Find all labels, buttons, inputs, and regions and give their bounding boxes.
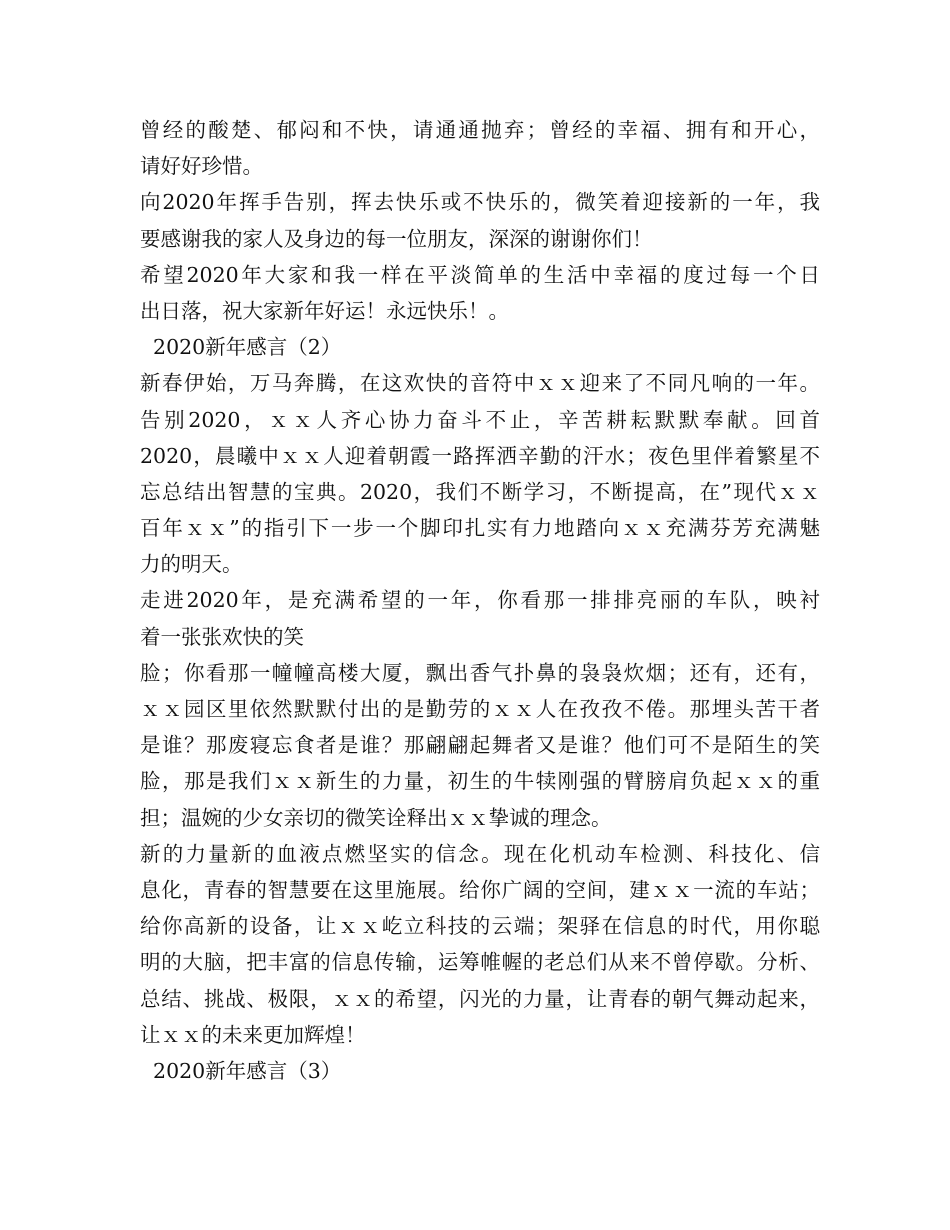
text-line: 让ｘｘ的未来更加辉煌！ bbox=[140, 1022, 366, 1047]
text-line: 2020，晨曦中ｘｘ人迎着朝霞一路挥洒辛勤的汗水；夜色里伴着繁星不 bbox=[140, 443, 820, 468]
text-line: ｘｘ园区里依然默默付出的是勤劳的ｘｘ人在孜孜不倦。那埋头苦干者 bbox=[140, 697, 820, 721]
document-body bbox=[140, 112, 820, 1089]
text-line: 脸；你看那一幢幢高楼大厦，飘出香气扑鼻的袅袅炊烟；还有，还有， bbox=[140, 660, 820, 685]
text-line: 着一张张欢快的笑 bbox=[140, 624, 304, 649]
text-line: 是谁？那废寝忘食者是谁？那翩翩起舞者又是谁？他们可不是陌生的笑 bbox=[140, 733, 820, 758]
text-line: 2020新年感言（3） bbox=[140, 1058, 342, 1083]
text-line: 新春伊始，万马奔腾，在这欢快的音符中ｘｘ迎来了不同凡响的一年。 bbox=[140, 371, 820, 396]
text-line: 向2020年挥手告别，挥去快乐或不快乐的，微笑着迎接新的一年，我 bbox=[140, 190, 820, 215]
text-line: 新的力量新的血液点燃坚实的信念。现在化机动车检测、科技化、信 bbox=[140, 841, 820, 866]
text-line: 告别2020，ｘｘ人齐心协力奋斗不止，辛苦耕耘默默奉献。回首 bbox=[140, 407, 820, 432]
text-line: 担；温婉的少女亲切的微笑诠释出ｘｘ挚诚的理念。 bbox=[140, 805, 612, 830]
text-line: 要感谢我的家人及身边的每一位朋友，深深的谢谢你们！ bbox=[140, 226, 653, 251]
text-line: 出日落，祝大家新年好运！永远快乐！。 bbox=[140, 298, 509, 323]
text-line: 力的明天。 bbox=[140, 552, 243, 577]
text-line: 希望2020年大家和我一样在平淡简单的生活中幸福的度过每一个日 bbox=[140, 262, 820, 287]
text-line: 2020新年感言（2） bbox=[140, 335, 342, 360]
text-line: 总结、挑战、极限，ｘｘ的希望，闪光的力量，让青春的朝气舞动起来， bbox=[140, 986, 820, 1011]
text-line: 明的大脑，把丰富的信息传输，运筹帷幄的老总们从来不曾停歇。分析、 bbox=[140, 950, 820, 975]
text-line: 百年ｘｘ”的指引下一步一个脚印扎实有力地踏向ｘｘ充满芬芳充满魅 bbox=[140, 516, 820, 541]
text-line: 请好好珍惜。 bbox=[140, 154, 263, 179]
text-line: 脸，那是我们ｘｘ新生的力量，初生的牛犊刚强的臂膀肩负起ｘｘ的重 bbox=[140, 769, 820, 794]
text-line: 息化，青春的智慧要在这里施展。给你广阔的空间，建ｘｘ一流的车站； bbox=[140, 877, 820, 902]
text-line: 忘总结出智慧的宝典。2020，我们不断学习，不断提高，在”现代ｘｘ bbox=[140, 479, 820, 504]
text-line: 给你高新的设备，让ｘｘ屹立科技的云端；架驿在信息的时代，用你聪 bbox=[140, 914, 820, 939]
text-line: 走进2020年，是充满希望的一年，你看那一排排亮丽的车队，映衬 bbox=[140, 588, 820, 613]
text-line: 曾经的酸楚、郁闷和不快，请通通抛弃；曾经的幸福、拥有和开心， bbox=[140, 118, 820, 142]
